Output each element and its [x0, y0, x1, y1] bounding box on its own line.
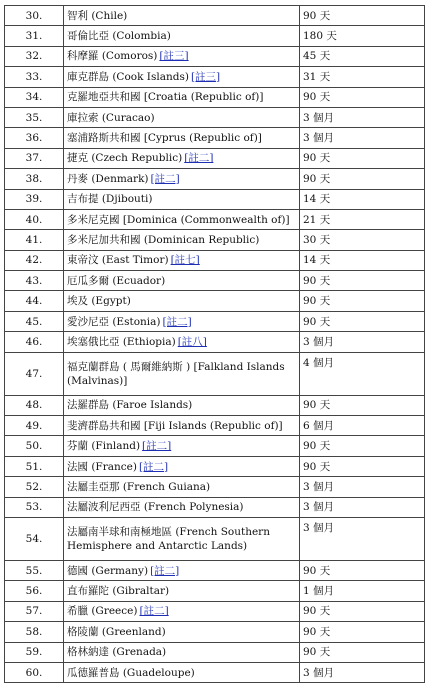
country-cell: [64, 497, 300, 517]
row-number: 38.: [5, 169, 64, 189]
stay-duration: 90 天: [300, 622, 425, 642]
country-cell: [64, 250, 300, 270]
stay-duration: 3 個月: [300, 332, 425, 352]
row-number: 49.: [5, 416, 64, 436]
stay-duration: 30 天: [300, 230, 425, 250]
country-cell: [64, 416, 300, 436]
country-cell: [64, 271, 300, 291]
country-name: 塞浦路斯共和國 [Cyprus (Republic of)]: [67, 132, 262, 145]
country-cell: [64, 26, 300, 46]
country-name: 直布羅陀 (Gibraltar): [67, 585, 170, 598]
row-number: 60.: [5, 662, 64, 682]
stay-duration: 90 天: [300, 642, 425, 662]
country-name: 東帝汶 (East Timor): [67, 254, 169, 267]
country-name: 克羅地亞共和國 [Croatia (Republic of)]: [67, 91, 264, 104]
row-number: 58.: [5, 622, 64, 642]
table-row: [5, 332, 425, 352]
country-name: 格林納達 (Grenada): [67, 646, 167, 659]
stay-duration: 3 個月: [300, 128, 425, 148]
table-row: [5, 497, 425, 517]
row-number: 40.: [5, 209, 64, 229]
table-row: [5, 560, 425, 580]
country-name: 希臘 (Greece): [67, 605, 138, 618]
country-cell: [64, 456, 300, 476]
country-cell: [64, 107, 300, 127]
stay-duration: 90 天: [300, 271, 425, 291]
country-cell: [64, 128, 300, 148]
country-name: 芬蘭 (Finland): [67, 440, 141, 453]
table-row: [5, 477, 425, 497]
row-number: 41.: [5, 230, 64, 250]
stay-duration: 1 個月: [300, 581, 425, 601]
row-number: 30.: [5, 6, 64, 26]
country-cell: [64, 581, 300, 601]
stay-duration: 90 天: [300, 87, 425, 107]
stay-duration: 90 天: [300, 601, 425, 621]
row-number: 44.: [5, 291, 64, 311]
table-body: [5, 6, 425, 683]
country-cell: [64, 6, 300, 26]
country-name: 庫拉索 (Curacao): [67, 111, 155, 124]
table-row: [5, 26, 425, 46]
row-number: 35.: [5, 107, 64, 127]
stay-duration: 90 天: [300, 169, 425, 189]
stay-duration: 45 天: [300, 46, 425, 66]
country-name: 埃塞俄比亞 (Ethiopia): [67, 335, 176, 348]
table-row: [5, 189, 425, 209]
stay-duration: 4 個月: [300, 352, 425, 395]
row-number: 55.: [5, 560, 64, 580]
footnote-link[interactable]: [註二]: [162, 315, 192, 328]
table-row: [5, 46, 425, 66]
country-cell: [64, 169, 300, 189]
country-cell: [64, 622, 300, 642]
country-cell: [64, 352, 300, 395]
country-cell: [64, 477, 300, 497]
country-name: 科摩羅 (Comoros): [67, 50, 158, 63]
footnote-link[interactable]: [註二]: [142, 440, 172, 453]
row-number: 50.: [5, 436, 64, 456]
stay-duration: 180 天: [300, 26, 425, 46]
stay-duration: 90 天: [300, 148, 425, 168]
row-number: 39.: [5, 189, 64, 209]
table-row: [5, 311, 425, 331]
footnote-link[interactable]: [註二]: [139, 605, 169, 618]
country-name: 法屬南半球和南極地區 (French Southern Hemisphere and Antarctic Lands): [67, 525, 270, 552]
country-cell: [64, 87, 300, 107]
stay-duration: 21 天: [300, 209, 425, 229]
stay-duration: 3 個月: [300, 477, 425, 497]
table-row: [5, 6, 425, 26]
country-name: 法屬圭亞那 (French Guiana): [67, 480, 211, 493]
stay-duration: 90 天: [300, 311, 425, 331]
table-row: [5, 128, 425, 148]
row-number: 59.: [5, 642, 64, 662]
country-name: 多米尼加共和國 (Dominican Republic): [67, 233, 260, 246]
country-name: 厄瓜多爾 (Ecuador): [67, 274, 166, 287]
footnote-link[interactable]: [註二]: [138, 460, 169, 473]
row-number: 45.: [5, 311, 64, 331]
row-number: 34.: [5, 87, 64, 107]
stay-duration: 6 個月: [300, 416, 425, 436]
country-name: 格陵蘭 (Greenland): [67, 625, 166, 638]
country-cell: [64, 395, 300, 415]
row-number: 43.: [5, 271, 64, 291]
table-row: [5, 416, 425, 436]
stay-duration: 90 天: [300, 395, 425, 415]
table-row: [5, 622, 425, 642]
country-cell: [64, 601, 300, 621]
stay-duration: 14 天: [300, 250, 425, 270]
country-cell: [64, 148, 300, 168]
stay-duration: 90 天: [300, 560, 425, 580]
footnote-link[interactable]: [註七]: [170, 254, 200, 267]
footnote-link[interactable]: [註三]: [190, 70, 221, 83]
table-row: [5, 436, 425, 456]
table-row: [5, 352, 425, 395]
country-name: 吉布提 (Djibouti): [67, 193, 153, 206]
country-name: 庫克群島 (Cook Islands): [67, 70, 189, 83]
stay-duration: 90 天: [300, 6, 425, 26]
stay-duration: 3 個月: [300, 107, 425, 127]
table-row: [5, 517, 425, 560]
table-row: [5, 395, 425, 415]
table-row: [5, 642, 425, 662]
country-cell: [64, 230, 300, 250]
footnote-link[interactable]: [註三]: [159, 50, 189, 63]
row-number: 37.: [5, 148, 64, 168]
row-number: 31.: [5, 26, 64, 46]
row-number: 47.: [5, 352, 64, 395]
country-cell: [64, 436, 300, 456]
country-cell: [64, 560, 300, 580]
row-number: 53.: [5, 497, 64, 517]
country-cell: [64, 311, 300, 331]
row-number: 46.: [5, 332, 64, 352]
country-name: 愛沙尼亞 (Estonia): [67, 315, 161, 328]
row-number: 52.: [5, 477, 64, 497]
table-row: [5, 169, 425, 189]
country-cell: [64, 46, 300, 66]
table-row: [5, 271, 425, 291]
country-name: 法國 (France): [67, 460, 137, 473]
footnote-link[interactable]: [註二]: [184, 152, 214, 165]
country-cell: [64, 332, 300, 352]
country-name: 多米尼克國 [Dominica (Commonwealth of)]: [67, 213, 290, 226]
stay-duration: 3 個月: [300, 517, 425, 560]
table-row: [5, 67, 425, 87]
stay-duration: 14 天: [300, 189, 425, 209]
table-row: [5, 107, 425, 127]
row-number: 54.: [5, 517, 64, 560]
row-number: 56.: [5, 581, 64, 601]
table-row: [5, 456, 425, 476]
country-cell: [64, 189, 300, 209]
row-number: 42.: [5, 250, 64, 270]
stay-duration: 90 天: [300, 291, 425, 311]
country-cell: [64, 642, 300, 662]
country-name: 瓜德羅普島 (Guadeloupe): [67, 666, 195, 679]
row-number: 51.: [5, 456, 64, 476]
footnote-link[interactable]: [註八]: [177, 335, 207, 348]
country-name: 福克蘭群島 ( 馬爾維納斯 ) [Falkland Islands (Malvinas)]: [67, 360, 285, 387]
table-row: [5, 601, 425, 621]
visa-free-table: [4, 5, 425, 683]
table-row: [5, 209, 425, 229]
row-number: 36.: [5, 128, 64, 148]
country-name: 丹麥 (Denmark): [67, 172, 149, 185]
table-row: [5, 291, 425, 311]
row-number: 32.: [5, 46, 64, 66]
country-name: 法羅群島 (Faroe Islands): [67, 399, 193, 412]
stay-duration: 3 個月: [300, 662, 425, 682]
row-number: 57.: [5, 601, 64, 621]
footnote-link[interactable]: [註二]: [150, 564, 180, 577]
country-name: 捷克 (Czech Republic): [67, 152, 183, 165]
table-row: [5, 230, 425, 250]
stay-duration: 3 個月: [300, 497, 425, 517]
footnote-link[interactable]: [註二]: [150, 172, 180, 185]
country-cell: [64, 517, 300, 560]
country-name: 斐濟群島共和國 [Fiji Islands (Republic of)]: [67, 419, 283, 432]
country-name: 德國 (Germany): [67, 564, 149, 577]
country-name: 哥倫比亞 (Colombia): [67, 30, 171, 43]
table-row: [5, 87, 425, 107]
table-row: [5, 250, 425, 270]
country-name: 法屬波利尼西亞 (French Polynesia): [67, 501, 244, 514]
country-name: 埃及 (Egypt): [67, 295, 131, 308]
row-number: 33.: [5, 67, 64, 87]
table-row: [5, 148, 425, 168]
row-number: 48.: [5, 395, 64, 415]
country-cell: [64, 209, 300, 229]
country-name: 智利 (Chile): [67, 9, 128, 22]
table-row: [5, 581, 425, 601]
country-cell: [64, 67, 300, 87]
stay-duration: 90 天: [300, 436, 425, 456]
stay-duration: 90 天: [300, 456, 425, 476]
stay-duration: 31 天: [300, 67, 425, 87]
country-cell: [64, 291, 300, 311]
